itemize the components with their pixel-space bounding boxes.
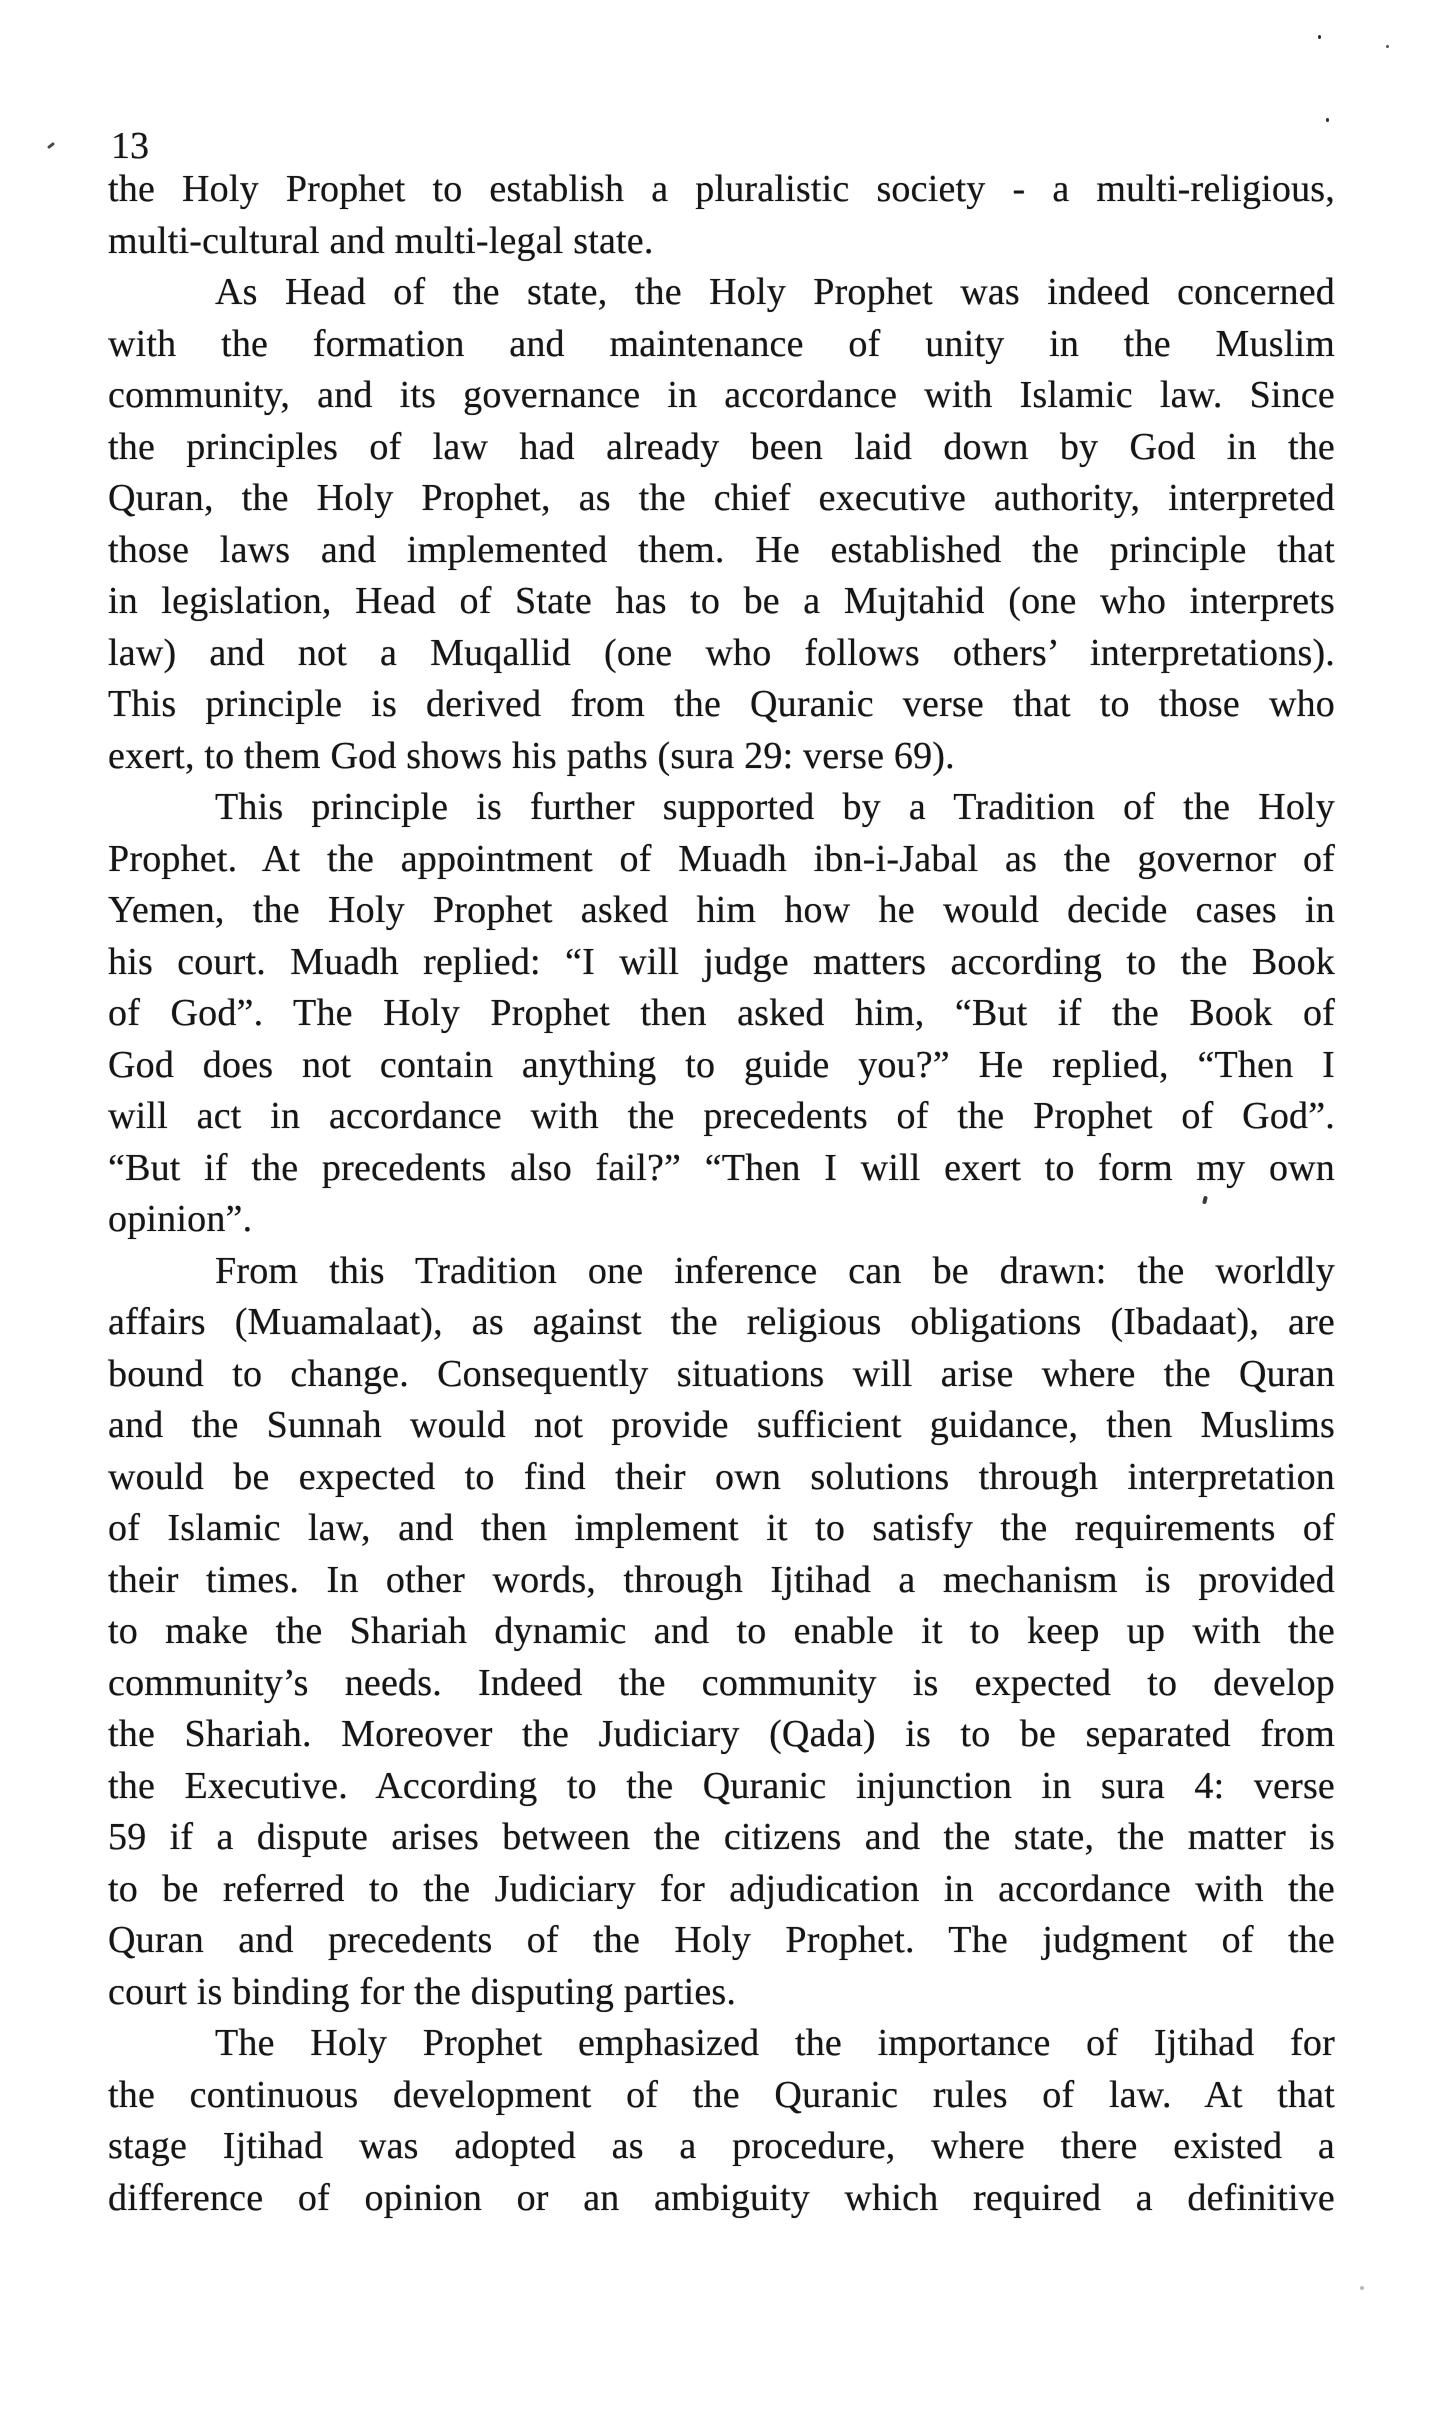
text-line: his court. Muadh replied: “I will judge matters according to the Book: [108, 940, 1335, 983]
text-line: multi-cultural and multi-legal state.: [108, 219, 654, 262]
text-line: the principles of law had already been laid down by God in the: [108, 425, 1335, 468]
text-line: God does not contain anything to guide you?” He replied, “Then I: [108, 1043, 1335, 1086]
text-line: would be expected to find their own solutions through interpretation: [108, 1455, 1335, 1498]
text-line: “But if the precedents also fail?” “Then I will exert to form my own: [108, 1146, 1335, 1189]
text-line: court is binding for the disputing parties.: [108, 1970, 737, 2013]
text-line: community, and its governance in accordance with Islamic law. Since: [108, 374, 1335, 416]
scan-speckle: [1318, 35, 1321, 39]
text-line: community’s needs. Indeed the community is expected to develop: [108, 1661, 1335, 1704]
text-line: and the Sunnah would not provide sufficient guidance, then Muslims: [108, 1404, 1335, 1446]
text-line: bound to change. Consequently situations will arise where the Quran: [108, 1352, 1335, 1395]
scan-speckle: [47, 142, 55, 149]
text-line: stage Ijtihad was adopted as a procedure, where there existed a: [108, 2125, 1335, 2167]
text-line: Prophet. At the appointment of Muadh ibn-i-Jabal as the governor of: [108, 837, 1335, 880]
body-text: [108, 164, 1335, 2224]
scan-speckle: [1386, 45, 1389, 48]
scan-speckle: [1326, 118, 1329, 122]
text-line: From this Tradition one inference can be drawn: the worldly: [215, 1249, 1335, 1292]
page-number: 13: [111, 125, 149, 167]
text-line: of God”. The Holy Prophet then asked him, “But if the Book of: [108, 992, 1335, 1034]
text-line: with the formation and maintenance of unity in the Muslim: [108, 322, 1335, 365]
text-line: Yemen, the Holy Prophet asked him how he would decide cases in: [108, 889, 1335, 931]
text-line: the Shariah. Moreover the Judiciary (Qada) is to be separated from: [108, 1713, 1335, 1755]
text-line: of Islamic law, and then implement it to satisfy the requirements of: [108, 1507, 1335, 1549]
text-line: Quran and precedents of the Holy Prophet. The judgment of the: [108, 1919, 1335, 1961]
text-line: the Executive. According to the Quranic injunction in sura 4: verse: [108, 1764, 1335, 1807]
text-line: those laws and implemented them. He established the principle that: [108, 528, 1335, 571]
text-line: The Holy Prophet emphasized the importance of Ijtihad for: [215, 2022, 1335, 2064]
text-line: difference of opinion or an ambiguity which required a definitive: [108, 2176, 1335, 2219]
text-line: will act in accordance with the precedents of the Prophet of God”.: [108, 1095, 1335, 1137]
text-line: to be referred to the Judiciary for adjudication in accordance with the: [108, 1867, 1335, 1910]
scan-speckle: [1360, 2286, 1364, 2290]
text-line: law) and not a Muqallid (one who follows others’ interpretations).: [108, 631, 1335, 674]
text-line: in legislation, Head of State has to be a Mujtahid (one who interprets: [108, 580, 1335, 622]
text-line: the Holy Prophet to establish a pluralistic society - a multi-religious,: [108, 168, 1335, 210]
text-line: 59 if a dispute arises between the citizens and the state, the matter is: [108, 1816, 1335, 1858]
text-line: their times. In other words, through Ijtihad a mechanism is provided: [108, 1558, 1335, 1601]
text-line: exert, to them God shows his paths (sura 29: verse 69).: [108, 734, 955, 777]
text-line: Quran, the Holy Prophet, as the chief executive authority, interpreted: [108, 477, 1335, 519]
text-line: This principle is derived from the Quranic verse that to those who: [108, 683, 1335, 725]
text-line: affairs (Muamalaat), as against the religious obligations (Ibadaat), are: [108, 1301, 1335, 1343]
text-line: the continuous development of the Quranic rules of law. At that: [108, 2073, 1335, 2116]
text-line: This principle is further supported by a Tradition of the Holy: [215, 786, 1335, 828]
text-line: opinion”.: [108, 1198, 253, 1240]
text-line: As Head of the state, the Holy Prophet was indeed concerned: [215, 271, 1335, 313]
text-line: to make the Shariah dynamic and to enable it to keep up with the: [108, 1610, 1335, 1652]
